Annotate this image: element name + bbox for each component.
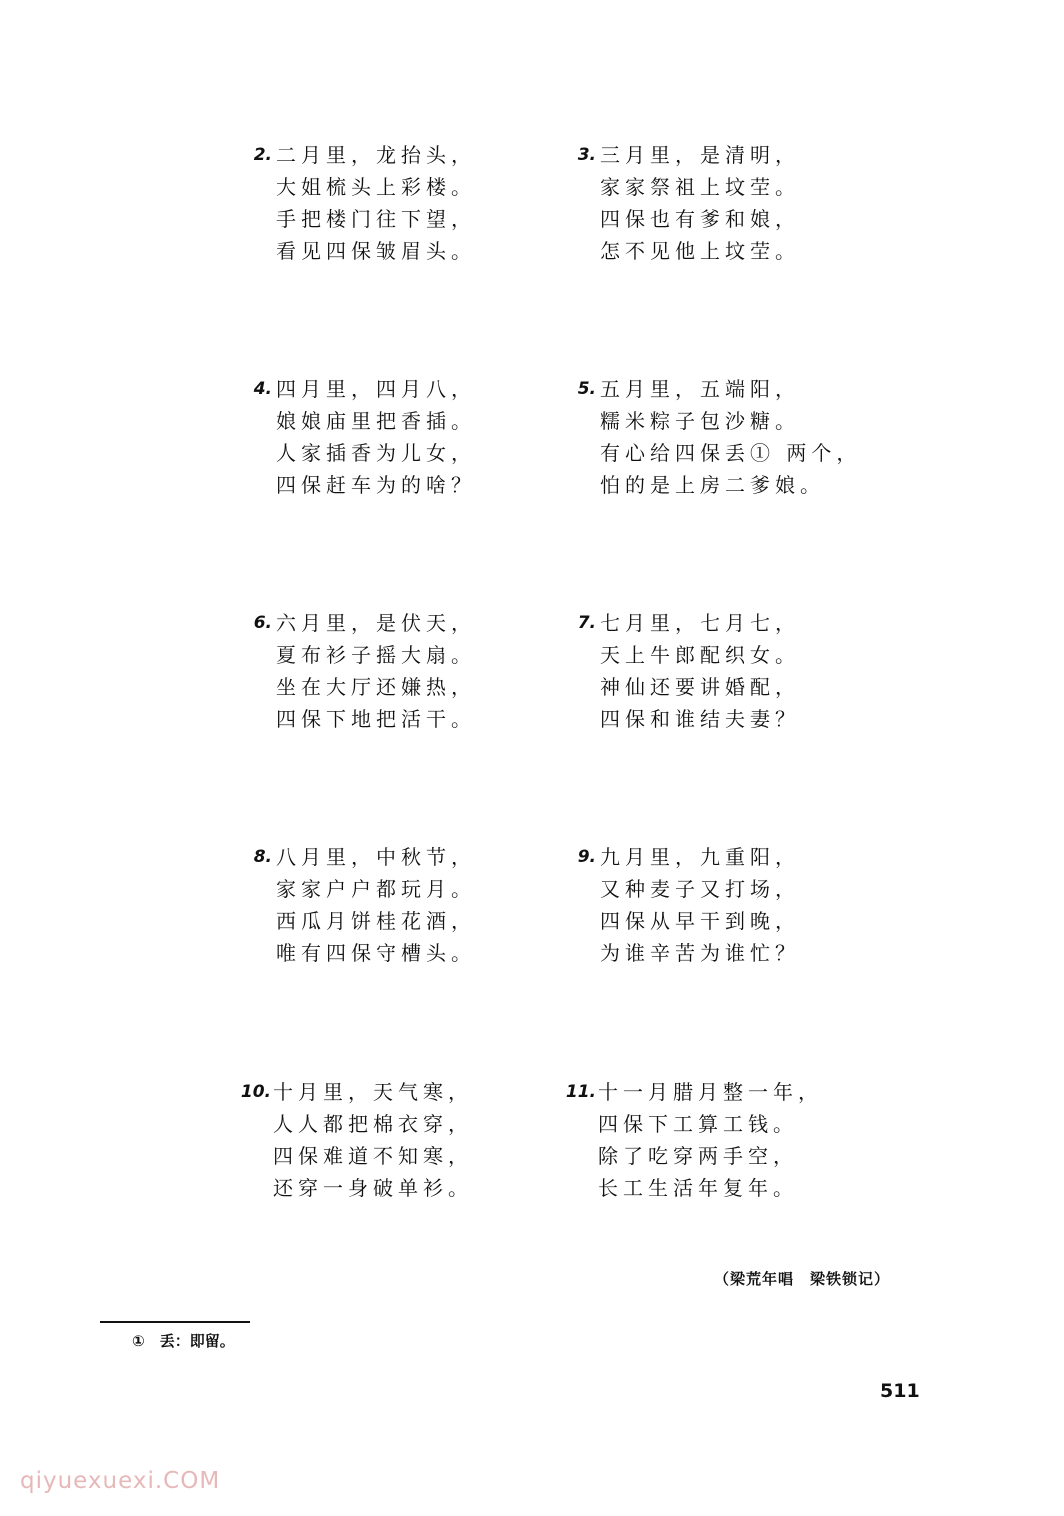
verse-4 xyxy=(253,373,536,501)
verse-line: 七月里，七月七， xyxy=(600,611,800,635)
verse-line: 四保也有爹和娘， xyxy=(600,207,800,231)
verse-line: 三月里，是清明， xyxy=(600,143,800,167)
verse-line: 为谁辛苦为谁忙？ xyxy=(600,941,800,965)
verse-6 xyxy=(253,607,536,735)
verse-line: 天上牛郎配织女。 xyxy=(600,643,800,667)
verse-line: 神仙还要讲婚配， xyxy=(600,675,800,699)
verse-line: 四保下工算工钱。 xyxy=(598,1112,798,1136)
watermark: qiyuexuexi.COM xyxy=(20,1468,221,1494)
verse-line: 八月里，中秋节， xyxy=(276,845,476,869)
verse-line: 十月里，天气寒， xyxy=(273,1080,473,1104)
verse-7 xyxy=(577,607,860,735)
verse-5 xyxy=(577,373,862,501)
verse-9 xyxy=(577,841,860,969)
verse-number: 9. xyxy=(577,847,596,867)
attribution: （梁荒年唱 梁铁锁记） xyxy=(714,1270,891,1288)
verse-10 xyxy=(240,1076,533,1204)
verse-line: 西瓜月饼桂花酒， xyxy=(276,909,476,933)
verse-line: 九月里，九重阳， xyxy=(600,845,800,869)
verse-line: 四保从早干到晚， xyxy=(600,909,800,933)
verse-line: 四保难道不知寒， xyxy=(273,1144,473,1168)
verse-line: 大姐梳头上彩楼。 xyxy=(276,175,476,199)
verse-line: 糯米粽子包沙糖。 xyxy=(600,409,800,433)
verse-line: 坐在大厅还嫌热， xyxy=(276,675,476,699)
verse-number: 3. xyxy=(577,145,596,165)
page-number: 511 xyxy=(880,1380,920,1402)
verse-line: 看见四保皱眉头。 xyxy=(276,239,476,263)
verse-line: 家家户户都玩月。 xyxy=(276,877,476,901)
verse-8 xyxy=(253,841,536,969)
verse-11 xyxy=(565,1076,858,1204)
verse-line: 十一月腊月整一年， xyxy=(598,1080,823,1104)
verse-line: 四月里，四月八， xyxy=(276,377,476,401)
verse-line: 五月里，五端阳， xyxy=(600,377,800,401)
verse-line: 四保和谁结夫妻？ xyxy=(600,707,800,731)
verse-number: 5. xyxy=(577,379,596,399)
verse-line: 怎不见他上坟茔。 xyxy=(600,239,800,263)
verse-line: 四保赶车为的啥？ xyxy=(276,473,476,497)
verse-3 xyxy=(577,139,860,267)
footnote-divider xyxy=(100,1321,250,1323)
verse-line: 人家插香为儿女， xyxy=(276,441,476,465)
verse-line: 还穿一身破单衫。 xyxy=(273,1176,473,1200)
verse-line: 六月里，是伏天， xyxy=(276,611,476,635)
verse-line: 夏布衫子摇大扇。 xyxy=(276,643,476,667)
verse-number: 7. xyxy=(577,613,596,633)
verse-number: 2. xyxy=(253,145,272,165)
verse-number: 6. xyxy=(253,613,272,633)
verse-line: 娘娘庙里把香插。 xyxy=(276,409,476,433)
verse-line: 除了吃穿两手空， xyxy=(598,1144,798,1168)
verse-line: 手把楼门往下望， xyxy=(276,207,476,231)
footnote: ① 丢：即留。 xyxy=(132,1332,235,1350)
verse-number: 10. xyxy=(240,1082,271,1102)
verse-line: 唯有四保守槽头。 xyxy=(276,941,476,965)
verse-number: 11. xyxy=(565,1082,596,1102)
verse-line: 家家祭祖上坟茔。 xyxy=(600,175,800,199)
verse-number: 8. xyxy=(253,847,272,867)
verse-number: 4. xyxy=(253,379,272,399)
verse-2 xyxy=(253,139,536,267)
verse-line: 二月里，龙抬头， xyxy=(276,143,476,167)
verse-line: 长工生活年复年。 xyxy=(598,1176,798,1200)
verse-line: 四保下地把活干。 xyxy=(276,707,476,731)
verse-line: 有心给四保丢① 两个， xyxy=(600,441,862,465)
verse-line: 怕的是上房二爹娘。 xyxy=(600,473,825,497)
verse-line: 人人都把棉衣穿， xyxy=(273,1112,473,1136)
verse-line: 又种麦子又打场， xyxy=(600,877,800,901)
